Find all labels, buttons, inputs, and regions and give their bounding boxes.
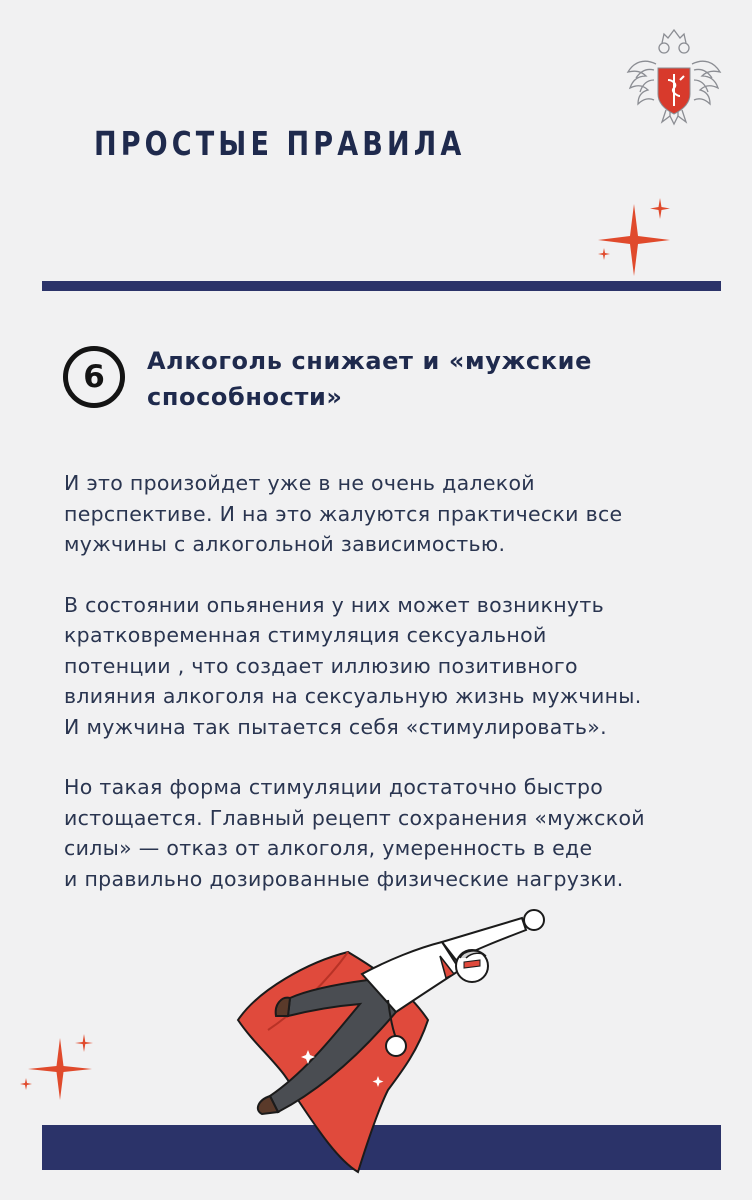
text-line: В состоянии опьянения у них может возникнуть [64,592,604,617]
text-line: И это произойдет уже в не очень далекой [64,471,535,495]
rule-heading: Алкоголь снижает и «мужские способности» [147,347,592,411]
text-line: перспективе. И на это жалуются практически все [64,501,623,526]
body-text [64,468,744,924]
emblem-icon [626,24,722,128]
text-line: потенции , что создает иллюзию позитивного [64,653,578,678]
superhero-illustration [228,900,558,1180]
paragraph [64,772,744,894]
paragraph [64,590,744,743]
header-divider [42,281,721,291]
sparkle-icon [594,196,684,276]
text-line: мужчины с алкогольной зависимостью. [64,532,506,556]
text-line: Но такая форма стимуляции достаточно быстро [64,775,604,799]
sparkle-icon [18,1030,98,1106]
text-line: истощается. Главный рецепт сохранения «мужской [64,805,645,830]
text-line: силы» — отказ от алкоголя, умеренность в еде [64,836,593,860]
text-line: и правильно дозированные физические нагрузки. [64,866,624,891]
page-title: ПРОСТЫЕ ПРАВИЛА [94,124,466,163]
text-line: кратковременная стимуляция сексуальной [64,623,547,647]
text-line: влияния алкоголя на сексуальную жизнь мужчины. [64,684,642,708]
paragraph [64,468,744,560]
text-line: И мужчина так пытается себя «стимулировать». [64,714,607,739]
rule-number-badge: 6 [63,346,125,408]
